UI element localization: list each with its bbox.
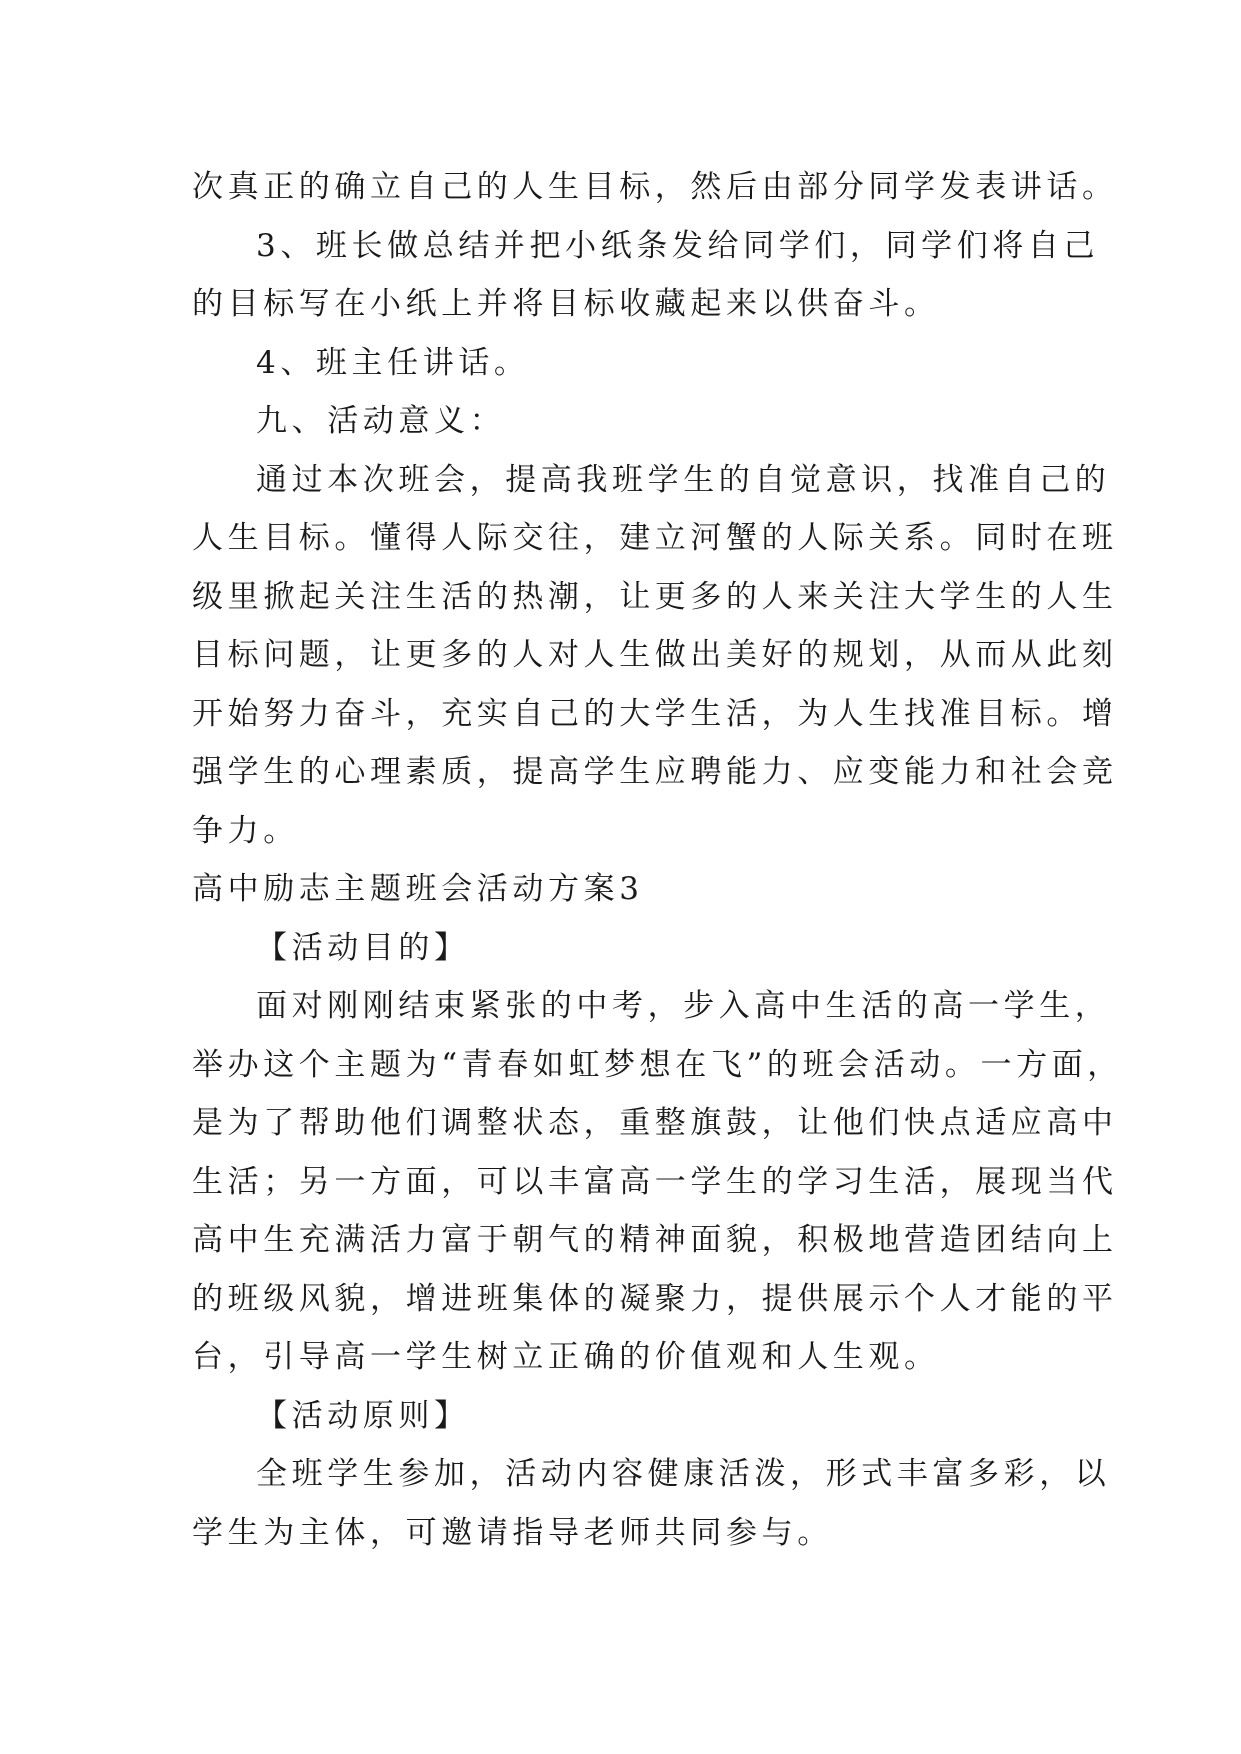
text-line: 强学生的心理素质，提高学生应聘能力、应变能力和社会竞 — [192, 754, 1118, 790]
text-line: 全班学生参加，活动内容健康活泼，形式丰富多彩，以 — [256, 1456, 1111, 1492]
text-line: 台，引导高一学生树立正确的价值观和人生观。 — [192, 1339, 940, 1375]
section-heading: 【活动目的】 — [256, 929, 470, 966]
text-line: 级里掀起关注生活的热潮，让更多的人来关注大学生的人生 — [192, 578, 1118, 615]
text-line: 的班级风貌，增进班集体的凝聚力，提供展示个人才能的平 — [192, 1280, 1118, 1317]
text-line: 学生为主体，可邀请指导老师共同参与。 — [192, 1514, 833, 1551]
text-line: 高中生充满活力富于朝气的精神面貌，积极地营造团结向上 — [192, 1222, 1118, 1258]
text-line: 4、班主任讲话。 — [256, 344, 530, 381]
section-heading: 【活动原则】 — [256, 1397, 470, 1434]
document-title: 高中励志主题班会活动方案3 — [192, 871, 644, 907]
text-line: 3、班长做总结并把小纸条发给同学们，同学们将自己 — [256, 227, 1100, 264]
text-line: 目标问题，让更多的人对人生做出美好的规划，从而从此刻 — [192, 637, 1118, 673]
text-line: 通过本次班会，提高我班学生的自觉意识，找准自己的 — [256, 461, 1111, 498]
text-line: 的目标写在小纸上并将目标收藏起来以供奋斗。 — [192, 286, 940, 322]
text-line: 人生目标。懂得人际交往，建立河蟹的人际关系。同时在班 — [192, 520, 1118, 556]
text-line: 生活；另一方面，可以丰富高一学生的学习生活，展现当代 — [192, 1163, 1118, 1200]
document-body — [192, 158, 1123, 1562]
section-heading: 九、活动意义： — [256, 403, 506, 439]
text-line: 开始努力奋斗，充实自己的大学生活，为人生找准目标。增 — [192, 695, 1118, 732]
text-line: 面对刚刚结束紧张的中考，步入高中生活的高一学生， — [256, 988, 1111, 1024]
text-line: 是为了帮助他们调整状态，重整旗鼓，让他们快点适应高中 — [192, 1105, 1118, 1141]
text-line: 次真正的确立自己的人生目标，然后由部分同学发表讲话。 — [192, 169, 1118, 205]
text-line: 举办这个主题为“青春如虹梦想在飞”的班会活动。一方面， — [192, 1046, 1123, 1083]
text-line: 争力。 — [192, 812, 299, 849]
